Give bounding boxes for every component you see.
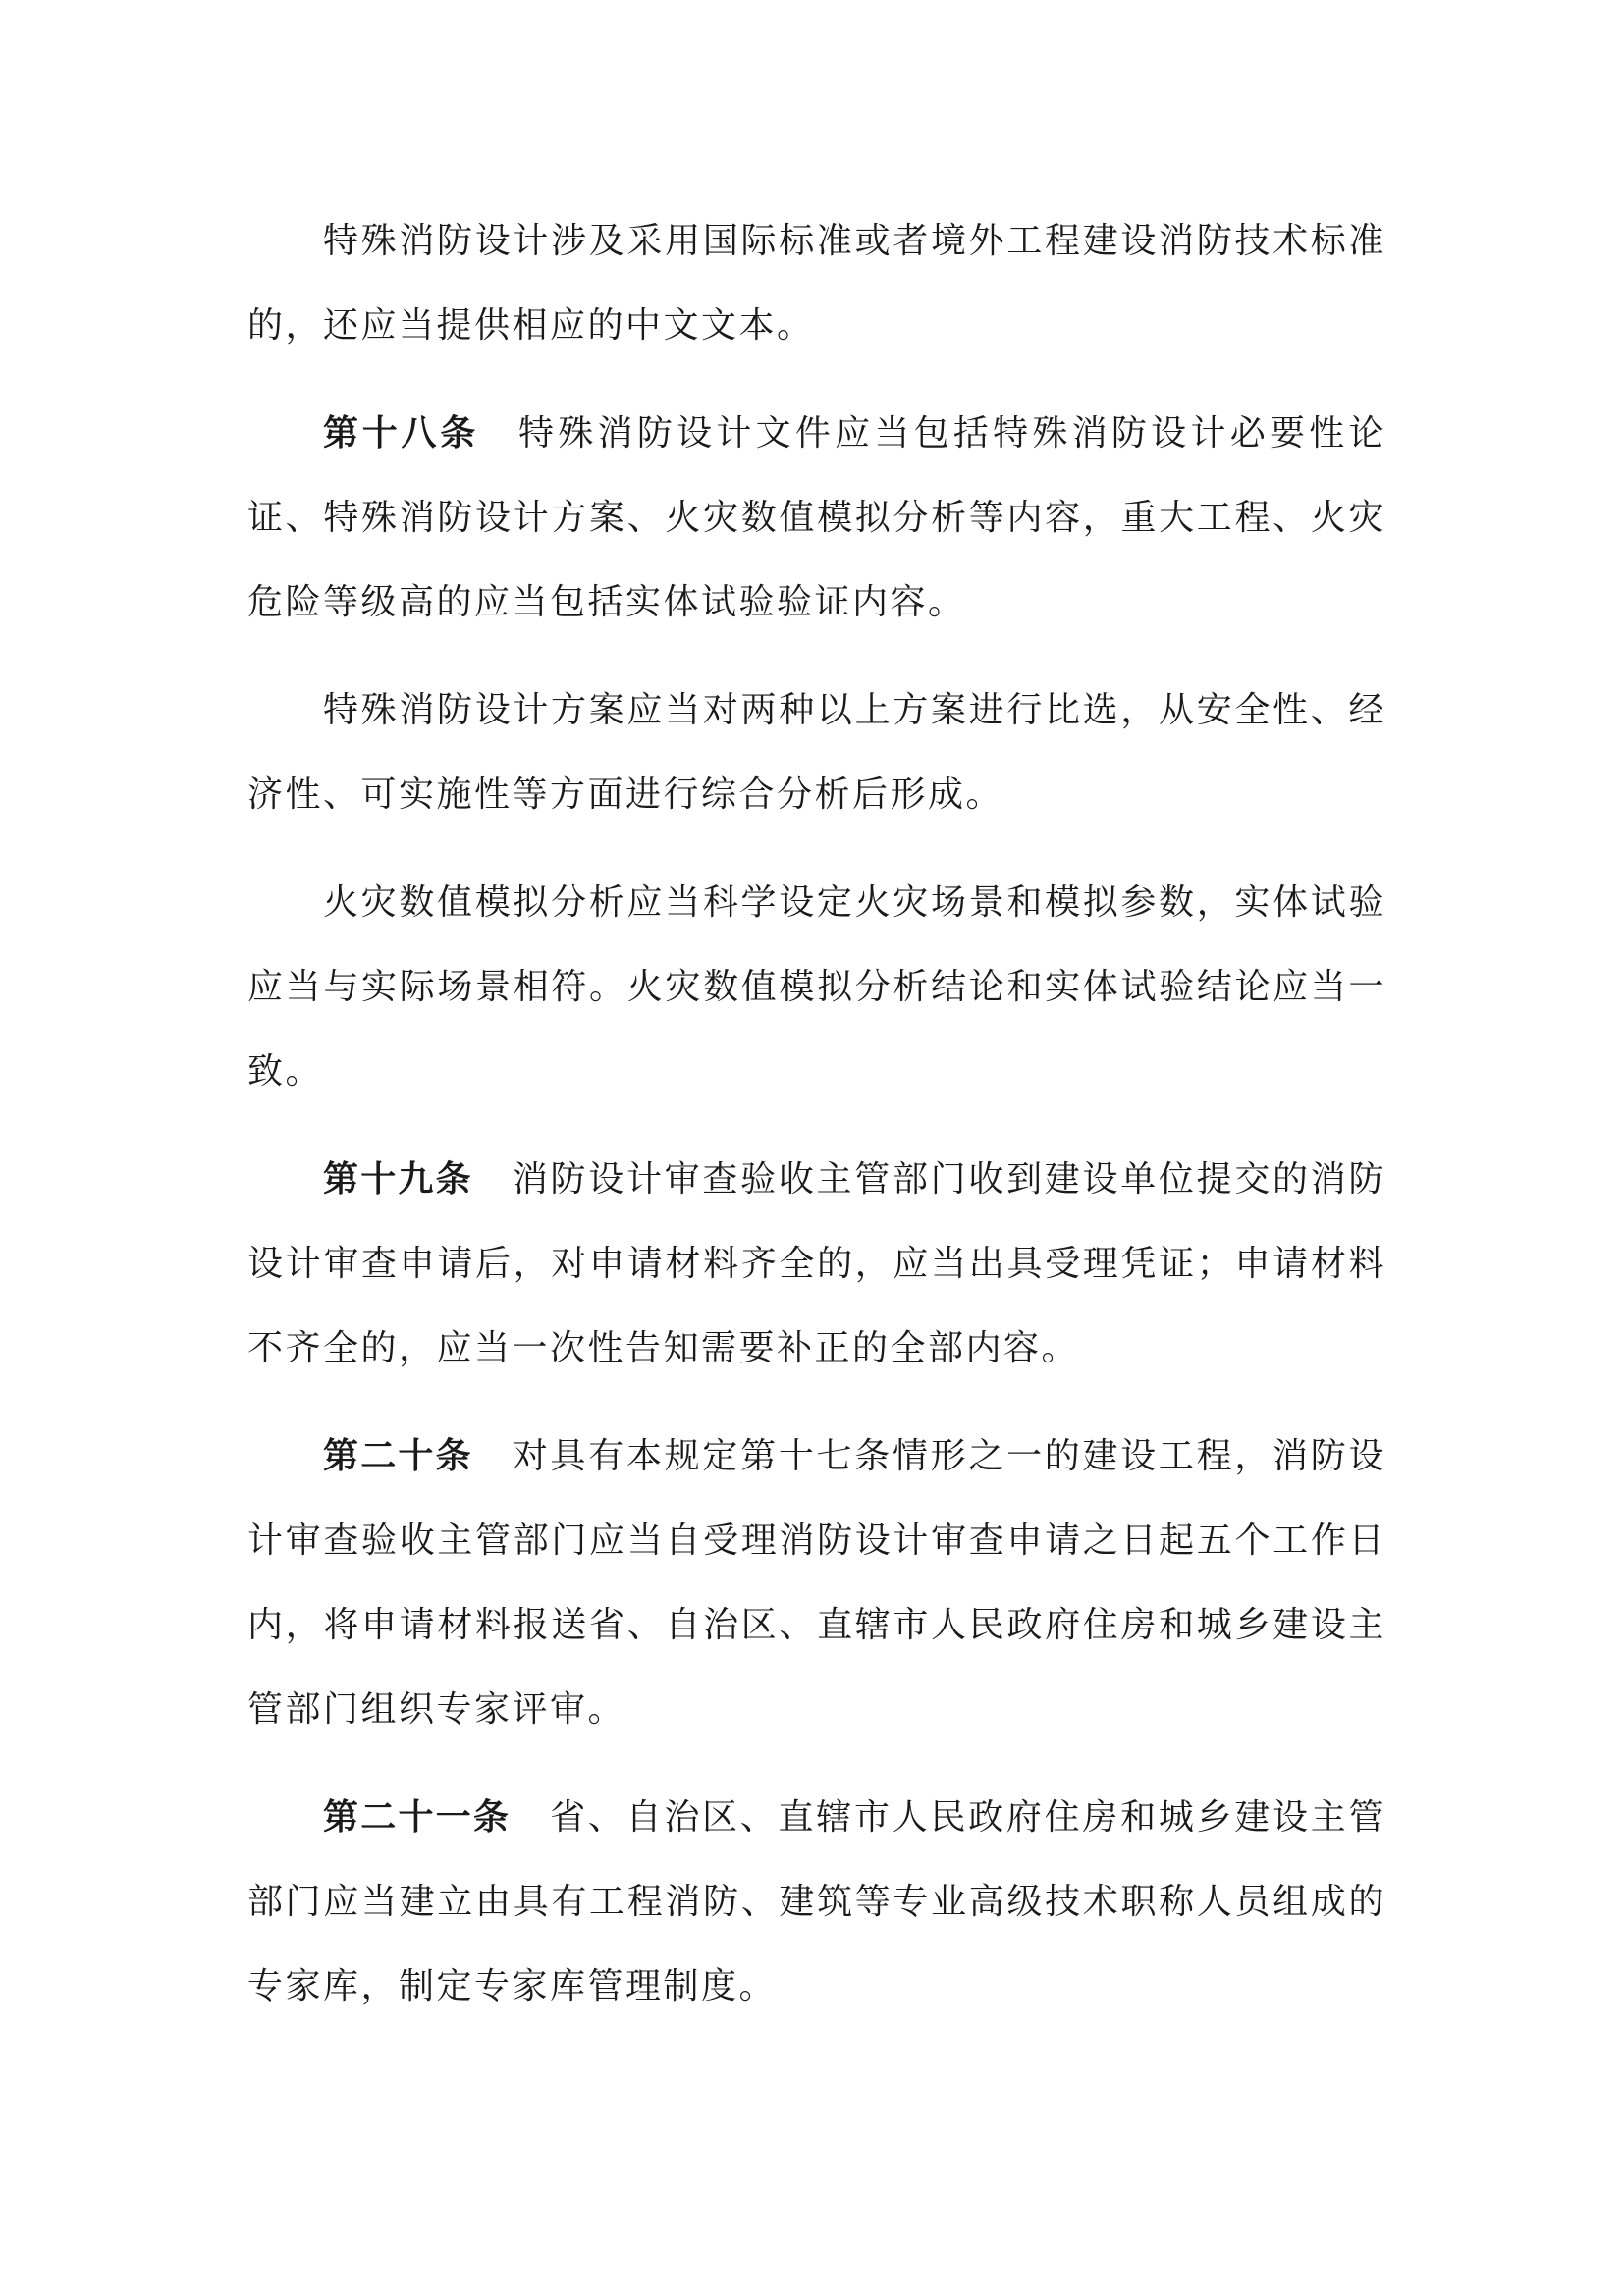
article-20 bbox=[247, 1415, 1386, 1752]
article-19-text: 消防设计审查验收主管部门收到建设单位提交的消防设计审查申请后，对申请材料齐全的，应当出具受理凭证；申请材料不齐全的，应当一次性告知需要补正的全部内容。 bbox=[247, 1159, 1386, 1368]
article-19-number: 第十九条 bbox=[323, 1159, 473, 1200]
paragraph-3 bbox=[247, 668, 1386, 837]
article-19 bbox=[247, 1138, 1386, 1391]
article-18 bbox=[247, 392, 1386, 645]
document-body bbox=[247, 199, 1386, 2053]
article-20-number: 第二十条 bbox=[323, 1436, 473, 1476]
article-18-text: 特殊消防设计文件应当包括特殊消防设计必要性论证、特殊消防设计方案、火灾数值模拟分析等内容，重大工程、火灾危险等级高的应当包括实体试验验证内容。 bbox=[247, 413, 1386, 622]
paragraph-4 bbox=[247, 861, 1386, 1114]
article-21-text: 省、自治区、直辖市人民政府住房和城乡建设主管部门应当建立由具有工程消防、建筑等专业高级技术职称人员组成的专家库，制定专家库管理制度。 bbox=[247, 1797, 1386, 2006]
paragraph-4-text: 火灾数值模拟分析应当科学设定火灾场景和模拟参数，实体试验应当与实际场景相符。火灾数值模拟分析结论和实体试验结论应当一致。 bbox=[247, 882, 1386, 1092]
paragraph-3-text: 特殊消防设计方案应当对两种以上方案进行比选，从安全性、经济性、可实施性等方面进行综合分析后形成。 bbox=[247, 690, 1386, 815]
article-18-number: 第十八条 bbox=[323, 413, 480, 454]
paragraph-1 bbox=[247, 199, 1386, 368]
article-21 bbox=[247, 1776, 1386, 2029]
paragraph-1-text: 特殊消防设计涉及采用国际标准或者境外工程建设消防技术标准的，还应当提供相应的中文文本。 bbox=[247, 221, 1386, 346]
article-21-number: 第二十一条 bbox=[323, 1797, 512, 1838]
article-20-text: 对具有本规定第十七条情形之一的建设工程，消防设计审查验收主管部门应当自受理消防设计审查申请之日起五个工作日内，将申请材料报送省、自治区、直辖市人民政府住房和城乡建设主管部门组织专家评审。 bbox=[247, 1436, 1386, 1730]
